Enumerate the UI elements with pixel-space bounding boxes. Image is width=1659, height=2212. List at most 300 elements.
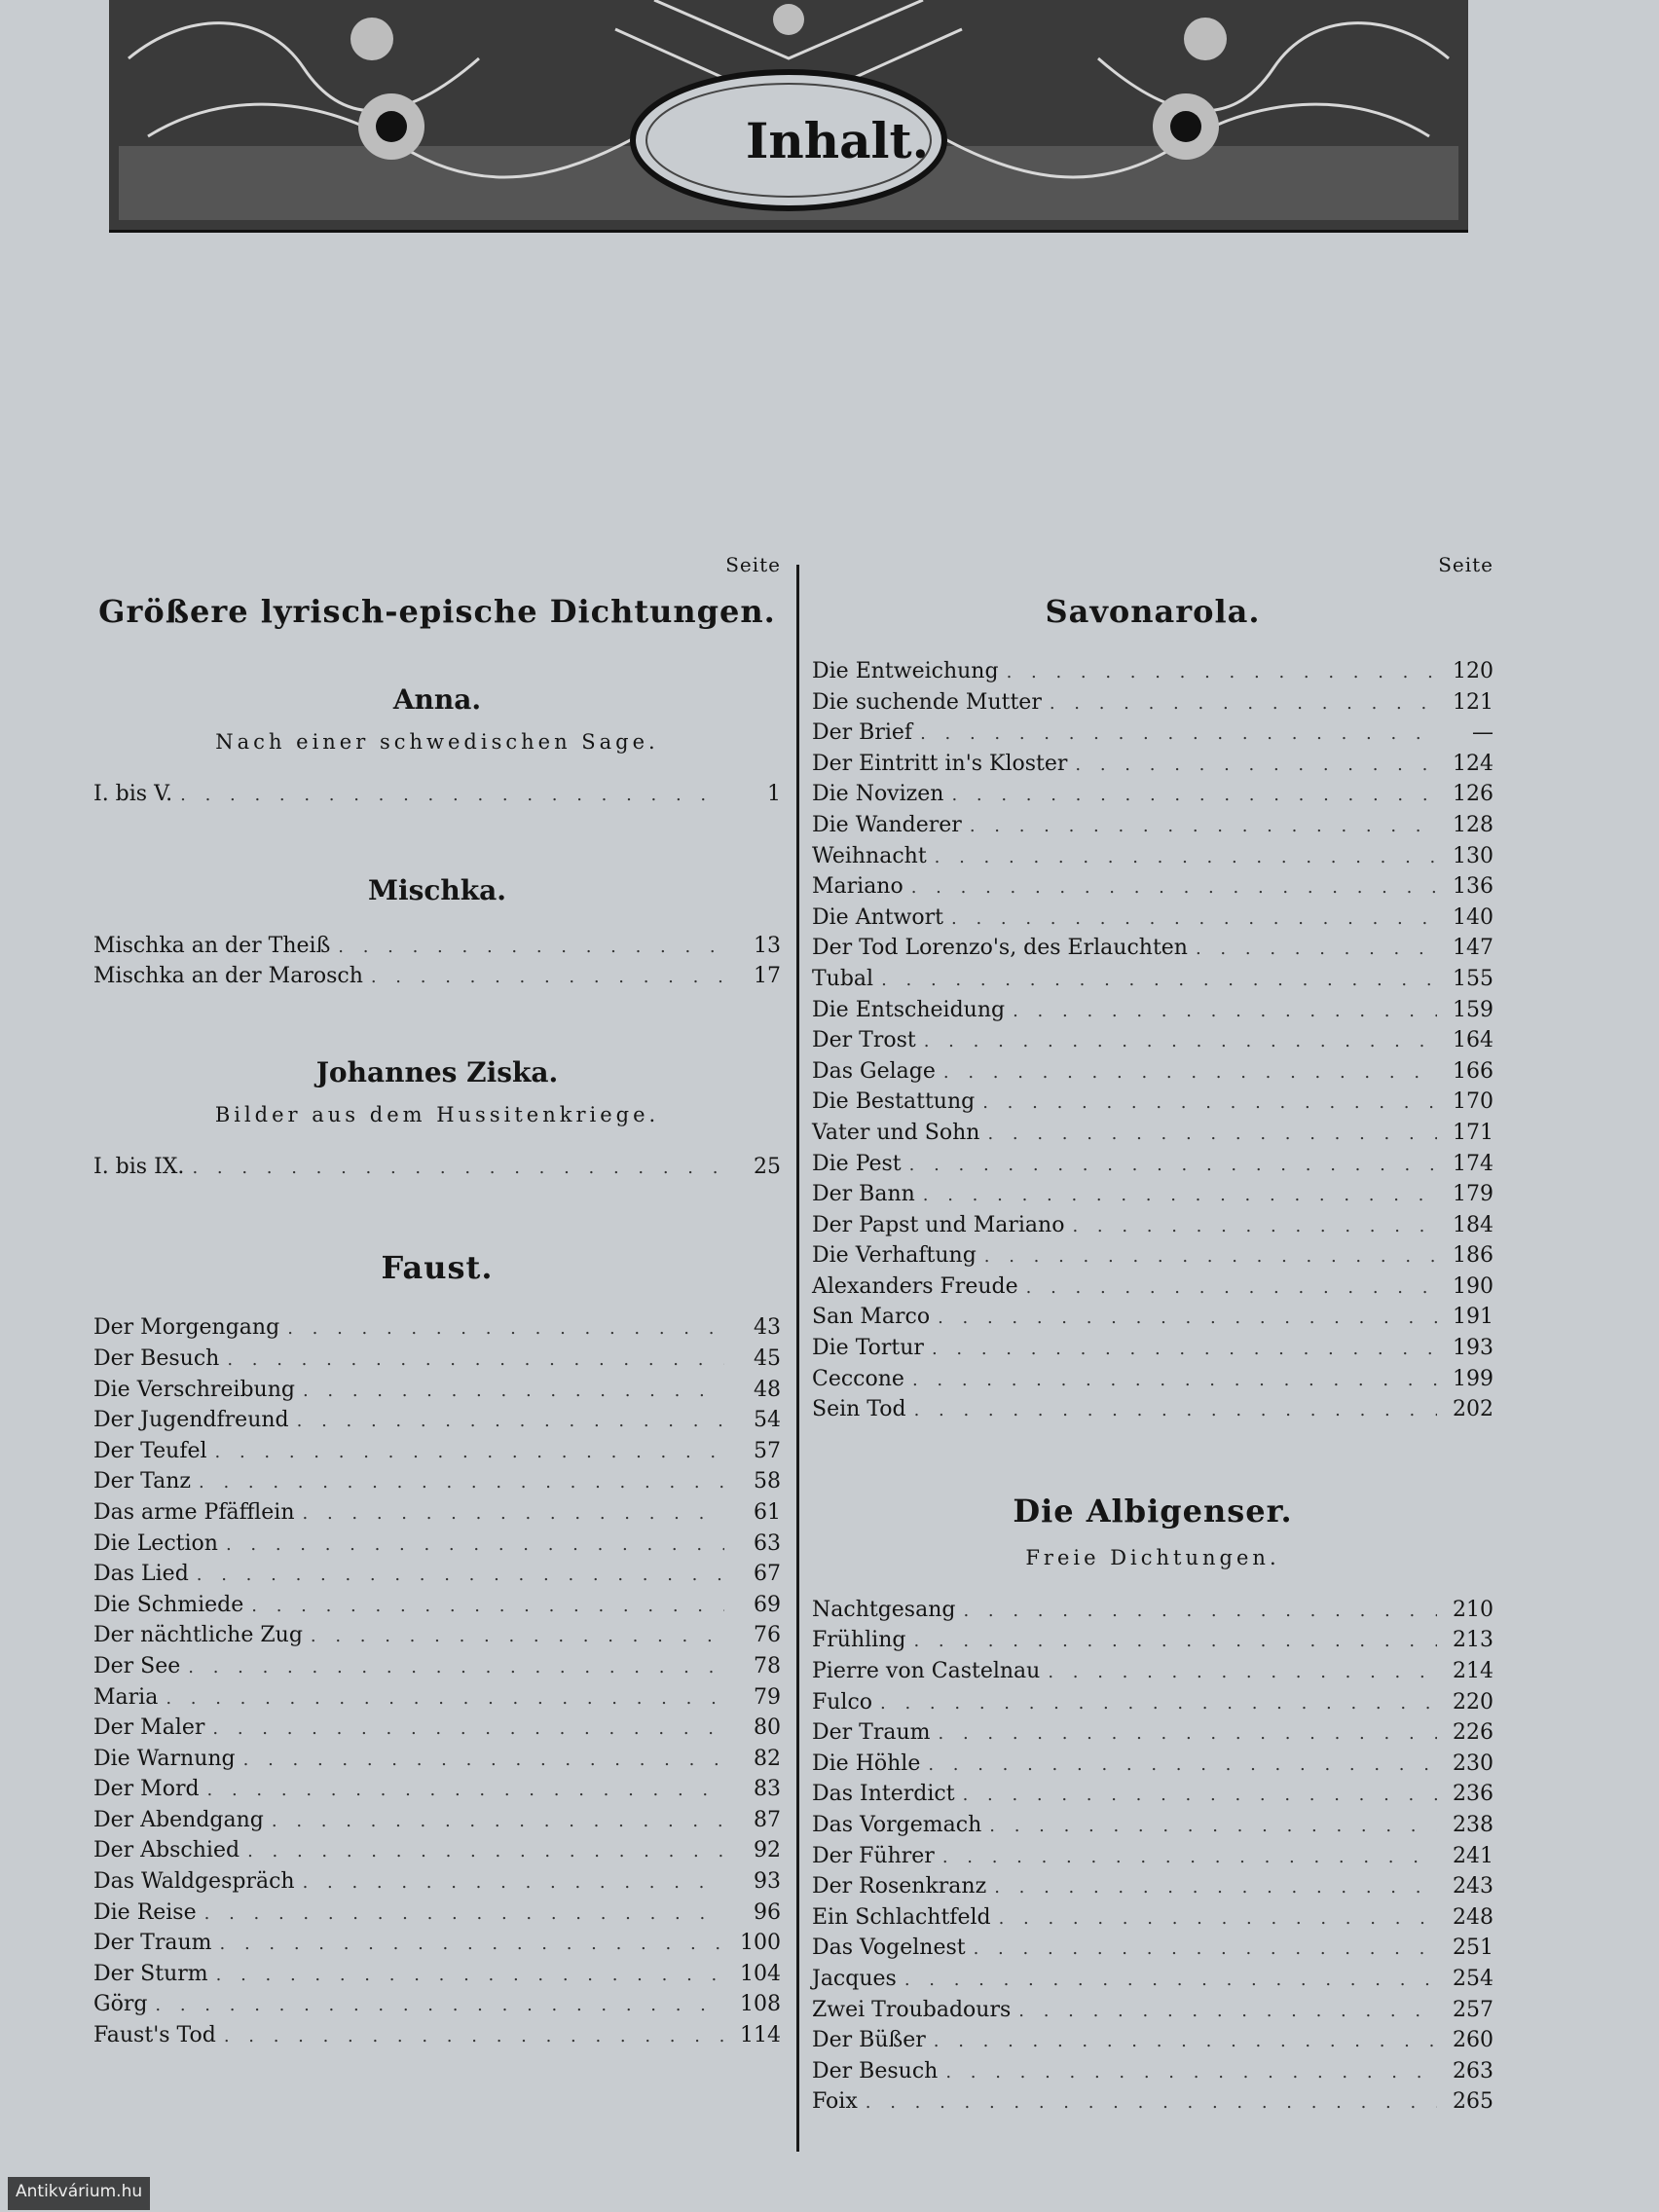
toc-entry[interactable]: [812, 810, 1493, 841]
toc-entry[interactable]: [93, 1713, 781, 1744]
leader-dots: [216, 1960, 724, 1991]
toc-entry[interactable]: [812, 749, 1493, 780]
entry-page: 140: [1453, 904, 1493, 930]
entry-page: 213: [1453, 1628, 1493, 1653]
toc-entry[interactable]: [812, 718, 1493, 749]
toc-entry[interactable]: [812, 1902, 1493, 1934]
leader-dots: [923, 1180, 1437, 1211]
toc-entry[interactable]: [812, 1841, 1493, 1872]
entry-title: Der Rosenkranz: [812, 1874, 987, 1899]
leader-dots: [1018, 1996, 1437, 2027]
toc-entry[interactable]: [812, 1118, 1493, 1149]
entry-title: Der Sturm: [93, 1961, 208, 1986]
entry-page: 96: [754, 1899, 781, 1925]
leader-dots: [192, 1153, 724, 1184]
entry-page: 63: [754, 1530, 781, 1556]
toc-entry[interactable]: [812, 1179, 1493, 1210]
entry-page: 130: [1453, 843, 1493, 868]
leader-dots: [934, 2026, 1437, 2057]
entry-title: I. bis V.: [93, 782, 173, 806]
toc-entry[interactable]: [812, 871, 1493, 903]
toc-list: [812, 1595, 1493, 2118]
toc-entry[interactable]: [93, 779, 781, 810]
entry-title: Der Traum: [812, 1720, 931, 1746]
leader-dots: [371, 962, 724, 993]
toc-entry[interactable]: [93, 1744, 781, 1775]
leader-dots: [1026, 1272, 1437, 1304]
entry-page: 83: [754, 1777, 781, 1802]
entry-title: Görg: [93, 1992, 148, 2017]
toc-entry[interactable]: [812, 1933, 1493, 1964]
entry-title: Der Abendgang: [93, 1807, 264, 1832]
leader-dots: [1196, 934, 1437, 965]
leader-dots: [226, 1530, 724, 1561]
leader-dots: [951, 903, 1437, 935]
entry-page: 54: [754, 1408, 781, 1433]
leader-dots: [987, 1119, 1437, 1150]
entry-title: Sein Tod: [812, 1397, 906, 1422]
page-column-label: Seite: [1438, 553, 1493, 576]
group-title: Savonarola.: [1045, 593, 1261, 630]
entry-title: Die Verschreibung: [93, 1377, 295, 1402]
entry-page: 147: [1453, 936, 1493, 961]
entry-title: Mischka an der Theiß: [93, 933, 331, 958]
entry-page: 43: [754, 1315, 781, 1341]
toc-entry[interactable]: [812, 2025, 1493, 2056]
toc-entry[interactable]: [93, 1529, 781, 1560]
entry-page: 184: [1453, 1212, 1493, 1237]
toc-entry[interactable]: [93, 1835, 781, 1866]
toc-entry[interactable]: [812, 1779, 1493, 1810]
toc-entry[interactable]: [93, 1620, 781, 1651]
leader-dots: [311, 1621, 724, 1652]
group-title: Johannes Ziska.: [315, 1055, 559, 1088]
entry-page: 79: [754, 1684, 781, 1710]
entry-title: Ceccone: [812, 1366, 904, 1391]
group-title: Faust.: [381, 1249, 494, 1287]
leader-dots: [188, 1652, 724, 1683]
leader-dots: [180, 780, 724, 811]
leader-dots: [215, 1437, 724, 1468]
entry-page: 251: [1453, 1936, 1493, 1961]
entry-page: 241: [1453, 1843, 1493, 1868]
toc-entry[interactable]: [812, 1625, 1493, 1656]
toc-entry[interactable]: [93, 1805, 781, 1836]
leader-dots: [911, 872, 1437, 903]
leader-dots: [880, 1688, 1437, 1719]
leader-dots: [945, 2057, 1437, 2088]
leader-dots: [303, 1376, 724, 1407]
leader-dots: [272, 1806, 724, 1837]
leader-dots: [974, 1934, 1437, 1965]
toc-entry[interactable]: [812, 1087, 1493, 1118]
leader-dots: [224, 2021, 724, 2052]
entry-title: Faust's Tod: [93, 2023, 216, 2048]
leader-dots: [932, 1334, 1437, 1365]
entry-title: San Marco: [812, 1305, 931, 1330]
leader-dots: [963, 1780, 1437, 1811]
entry-page: 100: [740, 1931, 781, 1956]
entry-title: Der Teufel: [93, 1438, 207, 1463]
leader-dots: [913, 1626, 1437, 1657]
toc-group-ziska: [93, 1051, 781, 1183]
toc-entry[interactable]: [812, 1749, 1493, 1780]
entry-title: I. bis IX.: [93, 1154, 185, 1179]
entry-title: Das Lied: [93, 1562, 189, 1587]
toc-entry[interactable]: [812, 1364, 1493, 1395]
entry-page: 257: [1453, 1997, 1493, 2022]
leader-dots: [1072, 1211, 1437, 1242]
entry-title: Das Waldgespräch: [93, 1869, 295, 1895]
entry-title: Zwei Troubadours: [812, 1997, 1012, 2022]
leader-dots: [1007, 657, 1437, 688]
toc-left-column: [93, 545, 781, 2051]
entry-title: Die Bestattung: [812, 1089, 976, 1115]
toc-group-anna: [93, 678, 781, 810]
toc-list: [93, 1152, 781, 1183]
entry-title: Der Bann: [812, 1182, 915, 1207]
entry-page: 87: [754, 1807, 781, 1832]
leader-dots: [943, 1057, 1437, 1088]
toc-entry[interactable]: [812, 1394, 1493, 1425]
leader-dots: [951, 780, 1437, 811]
leader-dots: [920, 719, 1437, 750]
toc-entry[interactable]: [93, 961, 781, 992]
entry-title: Das arme Pfäfflein: [93, 1499, 295, 1525]
toc-entry[interactable]: [812, 1302, 1493, 1333]
leader-dots: [989, 1811, 1437, 1842]
toc-entry[interactable]: [93, 1312, 781, 1344]
entry-page: 190: [1453, 1273, 1493, 1299]
entry-page: 263: [1453, 2058, 1493, 2083]
toc-entry[interactable]: [93, 1152, 781, 1183]
toc-entry[interactable]: [812, 779, 1493, 810]
entry-title: Ein Schlachtfeld: [812, 1904, 991, 1930]
entry-title: Die Antwort: [812, 904, 944, 930]
toc-list: [93, 1312, 781, 2050]
entry-title: Fulco: [812, 1689, 873, 1714]
entry-title: Die Tortur: [812, 1336, 924, 1361]
entry-page: 25: [754, 1154, 781, 1179]
leader-dots: [984, 1241, 1437, 1272]
entry-page: 108: [740, 1992, 781, 2017]
toc-entry[interactable]: [93, 1651, 781, 1682]
leader-dots: [155, 1990, 724, 2021]
entry-title: Alexanders Freude: [812, 1273, 1018, 1299]
entry-page: 80: [754, 1715, 781, 1741]
section-title: Größere lyrisch-epische Dichtungen.: [98, 593, 776, 630]
leader-dots: [1013, 996, 1437, 1027]
toc-entry[interactable]: [93, 1466, 781, 1497]
entry-title: Der Jugendfreund: [93, 1408, 289, 1433]
ornamental-header-banner: [109, 0, 1468, 233]
entry-title: Der Maler: [93, 1715, 205, 1741]
entry-page: 76: [754, 1623, 781, 1648]
leader-dots: [999, 1903, 1437, 1935]
leader-dots: [904, 1965, 1437, 1996]
entry-title: Das Gelage: [812, 1058, 936, 1084]
entry-title: Der Brief: [812, 720, 913, 746]
toc-entry[interactable]: [812, 1210, 1493, 1241]
toc-entry[interactable]: [812, 933, 1493, 964]
leader-dots: [247, 1836, 724, 1867]
group-title: Die Albigenser.: [1013, 1492, 1293, 1530]
leader-dots: [939, 1718, 1437, 1750]
entry-title: Der Tod Lorenzo's, des Erlauchten: [812, 936, 1188, 961]
toc-entry[interactable]: [812, 1149, 1493, 1180]
leader-dots: [909, 1150, 1437, 1181]
toc-group-faust: [93, 1240, 781, 2050]
toc-entry[interactable]: [93, 1989, 781, 2020]
leader-dots: [942, 1842, 1437, 1873]
leader-dots: [1050, 688, 1437, 719]
toc-entry[interactable]: [812, 687, 1493, 719]
toc-entry[interactable]: [93, 2020, 781, 2051]
leader-dots: [207, 1775, 724, 1806]
entry-page: 78: [754, 1653, 781, 1678]
entry-page: 191: [1453, 1305, 1493, 1330]
leader-dots: [220, 1929, 724, 1960]
leader-dots: [982, 1088, 1437, 1119]
toc-entry[interactable]: [812, 656, 1493, 687]
entry-title: Das Vorgemach: [812, 1813, 982, 1837]
entry-title: Die Lection: [93, 1530, 218, 1556]
entry-title: Der Traum: [93, 1931, 212, 1956]
entry-title: Die Entweichung: [812, 659, 999, 683]
toc-entry[interactable]: [93, 1344, 781, 1375]
group-title: Anna.: [392, 683, 482, 716]
toc-entry[interactable]: [812, 903, 1493, 934]
leader-dots: [935, 842, 1437, 873]
entry-page: 69: [754, 1592, 781, 1617]
entry-title: Der Führer: [812, 1843, 935, 1868]
entry-page: 220: [1453, 1689, 1493, 1714]
toc-entry[interactable]: [812, 1995, 1493, 2026]
leader-dots: [166, 1683, 724, 1714]
leader-dots: [866, 2087, 1437, 2119]
watermark-label: Antikvárium.hu: [8, 2177, 150, 2210]
toc-entry[interactable]: [93, 1375, 781, 1406]
toc-entry[interactable]: [93, 1898, 781, 1929]
entry-page: 1: [767, 782, 781, 806]
entry-title: Der Büßer: [812, 2028, 926, 2053]
leader-dots: [287, 1313, 724, 1345]
entry-page: 45: [754, 1346, 781, 1371]
entry-title: Der Abschied: [93, 1838, 240, 1863]
leader-dots: [199, 1467, 724, 1498]
entry-page: 164: [1453, 1028, 1493, 1053]
leader-dots: [924, 1026, 1437, 1057]
toc-entry[interactable]: [93, 1590, 781, 1621]
entry-page: 171: [1453, 1120, 1493, 1145]
group-subtitle: Freie Dichtungen.: [1025, 1545, 1280, 1569]
toc-entry[interactable]: [812, 2056, 1493, 2087]
leader-dots: [303, 1498, 725, 1530]
entry-page: 214: [1453, 1659, 1493, 1684]
entry-title: Der See: [93, 1653, 181, 1678]
entry-title: Die Entscheidung: [812, 997, 1006, 1022]
leader-dots: [243, 1745, 724, 1776]
entry-title: Die suchende Mutter: [812, 689, 1042, 715]
leader-dots: [227, 1345, 724, 1376]
entry-page: 57: [754, 1438, 781, 1463]
toc-entry[interactable]: [93, 1559, 781, 1590]
toc-entry[interactable]: [812, 841, 1493, 872]
entry-page: 230: [1453, 1751, 1493, 1776]
entry-title: Foix: [812, 2089, 858, 2115]
leader-dots: [1048, 1657, 1437, 1688]
entry-page: 265: [1453, 2089, 1493, 2115]
toc-entry[interactable]: [812, 995, 1493, 1026]
entry-page: 254: [1453, 1966, 1493, 1991]
entry-page: 13: [754, 933, 781, 958]
toc-entry[interactable]: [812, 1056, 1493, 1088]
entry-page: 248: [1453, 1904, 1493, 1930]
toc-entry[interactable]: [93, 1774, 781, 1805]
leader-dots: [963, 1596, 1437, 1627]
leader-dots: [970, 811, 1437, 842]
entry-title: Der Morgengang: [93, 1315, 280, 1341]
entry-title: Der Besuch: [812, 2058, 939, 2083]
toc-entry[interactable]: [812, 1717, 1493, 1749]
toc-right-column: [812, 545, 1493, 2118]
toc-entry[interactable]: [812, 1272, 1493, 1303]
entry-page: 186: [1453, 1243, 1493, 1269]
entry-title: Die Reise: [93, 1899, 197, 1925]
entry-title: Das Vogelnest: [812, 1936, 966, 1961]
toc-entry[interactable]: [93, 1866, 781, 1898]
entry-title: Tubal: [812, 966, 874, 991]
entry-title: Mischka an der Marosch: [93, 964, 363, 989]
entry-title: Der Trost: [812, 1028, 916, 1053]
group-title: Mischka.: [367, 873, 507, 906]
entry-title: Der Besuch: [93, 1346, 220, 1371]
entry-title: Die Verhaftung: [812, 1243, 977, 1269]
entry-page: 236: [1453, 1782, 1493, 1807]
entry-page: 92: [754, 1838, 781, 1863]
toc-list: [93, 931, 781, 992]
leader-dots: [938, 1303, 1437, 1334]
toc-entry[interactable]: [812, 1595, 1493, 1626]
entry-page: 58: [754, 1469, 781, 1494]
leader-dots: [251, 1591, 724, 1622]
entry-title: Der Eintritt in's Kloster: [812, 751, 1068, 776]
entry-title: Die Novizen: [812, 782, 944, 807]
entry-title: Der Tanz: [93, 1469, 192, 1494]
toc-entry[interactable]: [93, 1497, 781, 1529]
toc-entry[interactable]: [93, 931, 781, 962]
entry-page: 114: [740, 2023, 781, 2048]
entry-page: 17: [754, 964, 781, 989]
toc-entry[interactable]: [812, 964, 1493, 995]
entry-title: Die Pest: [812, 1151, 902, 1176]
entry-page: 226: [1453, 1720, 1493, 1746]
entry-page: 126: [1453, 782, 1493, 807]
entry-page: 210: [1453, 1597, 1493, 1622]
toc-entry[interactable]: [812, 1871, 1493, 1902]
toc-entry[interactable]: [812, 1810, 1493, 1841]
toc-entry[interactable]: [812, 1687, 1493, 1718]
leader-dots: [303, 1867, 724, 1899]
leader-dots: [928, 1750, 1437, 1781]
entry-page: 121: [1453, 689, 1493, 715]
entry-page: 238: [1453, 1813, 1493, 1837]
entry-page: 93: [754, 1869, 781, 1895]
toc-entry[interactable]: [812, 1240, 1493, 1272]
group-subtitle: Nach einer schwedischen Sage.: [215, 730, 659, 754]
entry-page: 174: [1453, 1151, 1493, 1176]
toc-entry[interactable]: [812, 1333, 1493, 1364]
toc-entry[interactable]: [812, 2086, 1493, 2118]
entry-page: 179: [1453, 1182, 1493, 1207]
entry-page: 155: [1453, 966, 1493, 991]
leader-dots: [881, 965, 1437, 996]
entry-title: Frühling: [812, 1628, 906, 1653]
entry-page: 61: [754, 1499, 781, 1525]
entry-page: 193: [1453, 1336, 1493, 1361]
leader-dots: [204, 1899, 724, 1930]
entry-title: Die Warnung: [93, 1746, 236, 1771]
leader-dots: [1075, 750, 1437, 781]
leader-dots: [297, 1406, 724, 1437]
leader-dots: [338, 932, 724, 963]
entry-page: 136: [1453, 874, 1493, 900]
entry-title: Weihnacht: [812, 843, 927, 868]
entry-title: Der nächtliche Zug: [93, 1623, 303, 1648]
entry-title: Mariano: [812, 874, 903, 900]
entry-title: Die Höhle: [812, 1751, 921, 1776]
leader-dots: [994, 1872, 1437, 1903]
toc-entry[interactable]: [93, 1959, 781, 1990]
toc-entry[interactable]: [93, 1682, 781, 1714]
entry-title: Die Schmiede: [93, 1592, 244, 1617]
entry-page: 124: [1453, 751, 1493, 776]
toc-list: [93, 779, 781, 810]
entry-title: Pierre von Castelnau: [812, 1659, 1041, 1684]
entry-title: Der Papst und Mariano: [812, 1212, 1065, 1237]
leader-dots: [912, 1365, 1437, 1396]
entry-title: Die Wanderer: [812, 812, 962, 837]
entry-page: 166: [1453, 1058, 1493, 1084]
entry-page: 82: [754, 1746, 781, 1771]
entry-page: 159: [1453, 997, 1493, 1022]
toc-entry[interactable]: [812, 1964, 1493, 1995]
toc-entry[interactable]: [93, 1436, 781, 1467]
entry-page: 120: [1453, 659, 1493, 683]
entry-page: 202: [1453, 1397, 1493, 1422]
page-column-label: Seite: [725, 553, 781, 576]
entry-title: Nachtgesang: [812, 1597, 956, 1622]
entry-page: 67: [754, 1562, 781, 1587]
group-subtitle: Bilder aus dem Hussitenkriege.: [214, 1102, 660, 1126]
entry-title: Vater und Sohn: [812, 1120, 980, 1145]
entry-title: Der Mord: [93, 1777, 200, 1802]
toc-entry[interactable]: [93, 1405, 781, 1436]
entry-page: 199: [1453, 1366, 1493, 1391]
entry-page: 104: [740, 1961, 781, 1986]
entry-page: 48: [754, 1377, 781, 1402]
toc-entry[interactable]: [812, 1656, 1493, 1687]
entry-page: —: [1472, 720, 1493, 746]
column-divider: [796, 565, 799, 2152]
entry-page: 128: [1453, 812, 1493, 837]
toc-group-mischka: [93, 868, 781, 992]
entry-page: 170: [1453, 1089, 1493, 1115]
toc-entry[interactable]: [812, 1025, 1493, 1056]
leader-dots: [212, 1714, 724, 1745]
page-title: Inhalt.: [746, 111, 929, 169]
toc-entry[interactable]: [93, 1928, 781, 1959]
